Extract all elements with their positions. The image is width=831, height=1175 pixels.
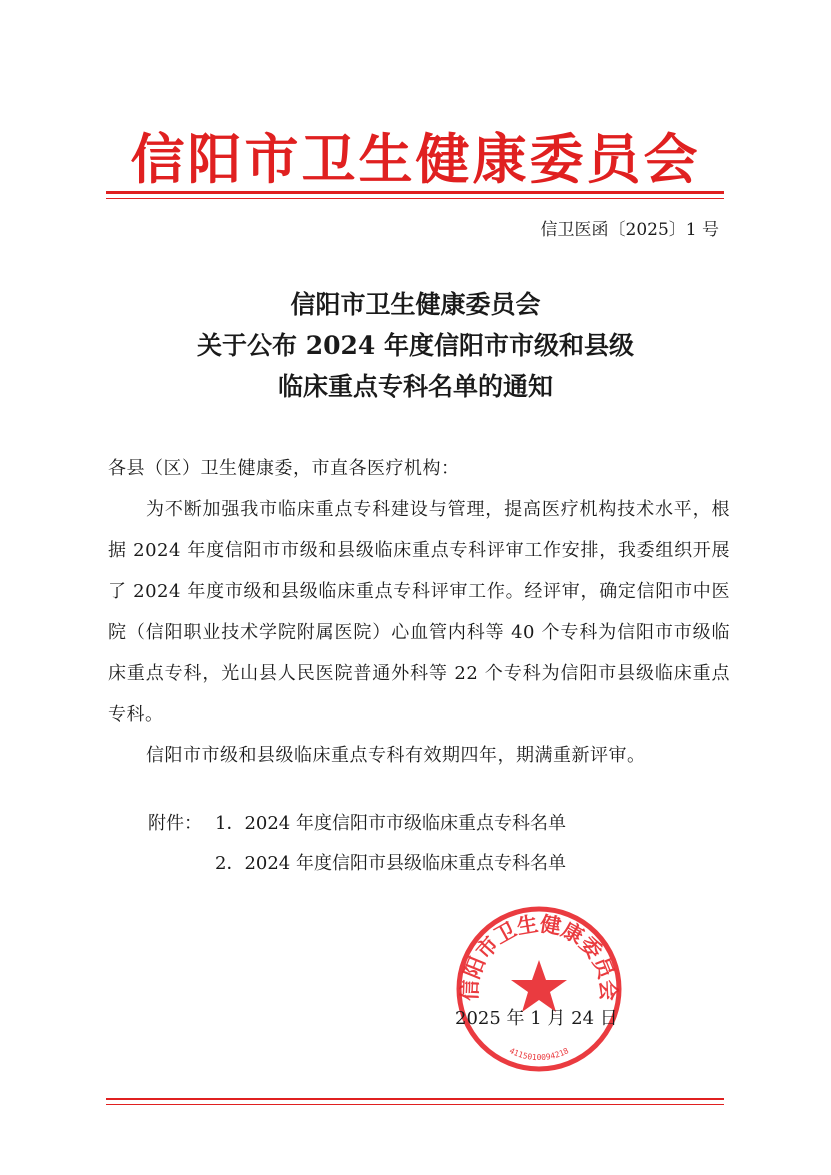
- issue-date: 2025 年 1 月 24 日: [455, 1008, 618, 1029]
- seal-text: 信阳市卫生健康委员会: [456, 910, 622, 1002]
- official-seal-stamp: [454, 904, 624, 1074]
- attachment-item-1: 1．2024 年度信阳市市级临床重点专科名单: [215, 813, 566, 834]
- attachments-list: [148, 804, 708, 884]
- footer-red-rule-thin: [106, 1104, 724, 1105]
- title-line-3: 临床重点专科名单的通知: [277, 372, 553, 401]
- letterhead-red-rule: [106, 191, 724, 194]
- body-paragraph-1: 为不断加强我市临床重点专科建设与管理，提高医疗机构技术水平，根据 2024 年度信阳市市级和县级临床重点专科评审工作安排，我委组织开展了 2024 年度市级和县级临床重点专科评审工作。经评审，确定信阳市中医院（信阳职业技术学院附属医院）心血管内科等 40 个专科为信阳市市级临床重点专科，光山县人民医院普通外科等 22 个专科为信阳市县级临床重点专科。: [108, 499, 730, 725]
- salutation: 各县（区）卫生健康委，市直各医疗机构：: [108, 458, 460, 479]
- svg-text:4115010094218: [508, 1046, 570, 1062]
- attachment-item: [148, 844, 708, 884]
- letterhead-red-rule-thin: [106, 198, 724, 199]
- notice-body: [108, 448, 730, 776]
- seal-code: 4115010094218: [507, 1046, 571, 1063]
- body-paragraph-2: 信阳市市级和县级临床重点专科有效期四年，期满重新评审。: [146, 745, 646, 766]
- footer-red-rule: [106, 1098, 724, 1100]
- letterhead-title: 信阳市卫生健康委员会: [130, 127, 701, 191]
- title-line-1: 信阳市卫生健康委员会: [290, 290, 541, 319]
- attachment-item-2: 2．2024 年度信阳市县级临床重点专科名单: [215, 853, 566, 874]
- notice-title: [108, 284, 723, 407]
- attachments-label: 附件：: [148, 813, 202, 834]
- document-number: 信卫医函〔2025〕1 号: [540, 220, 719, 240]
- title-line-2: 关于公布 2024 年度信阳市市级和县级: [197, 331, 634, 360]
- attachment-item: [148, 804, 708, 844]
